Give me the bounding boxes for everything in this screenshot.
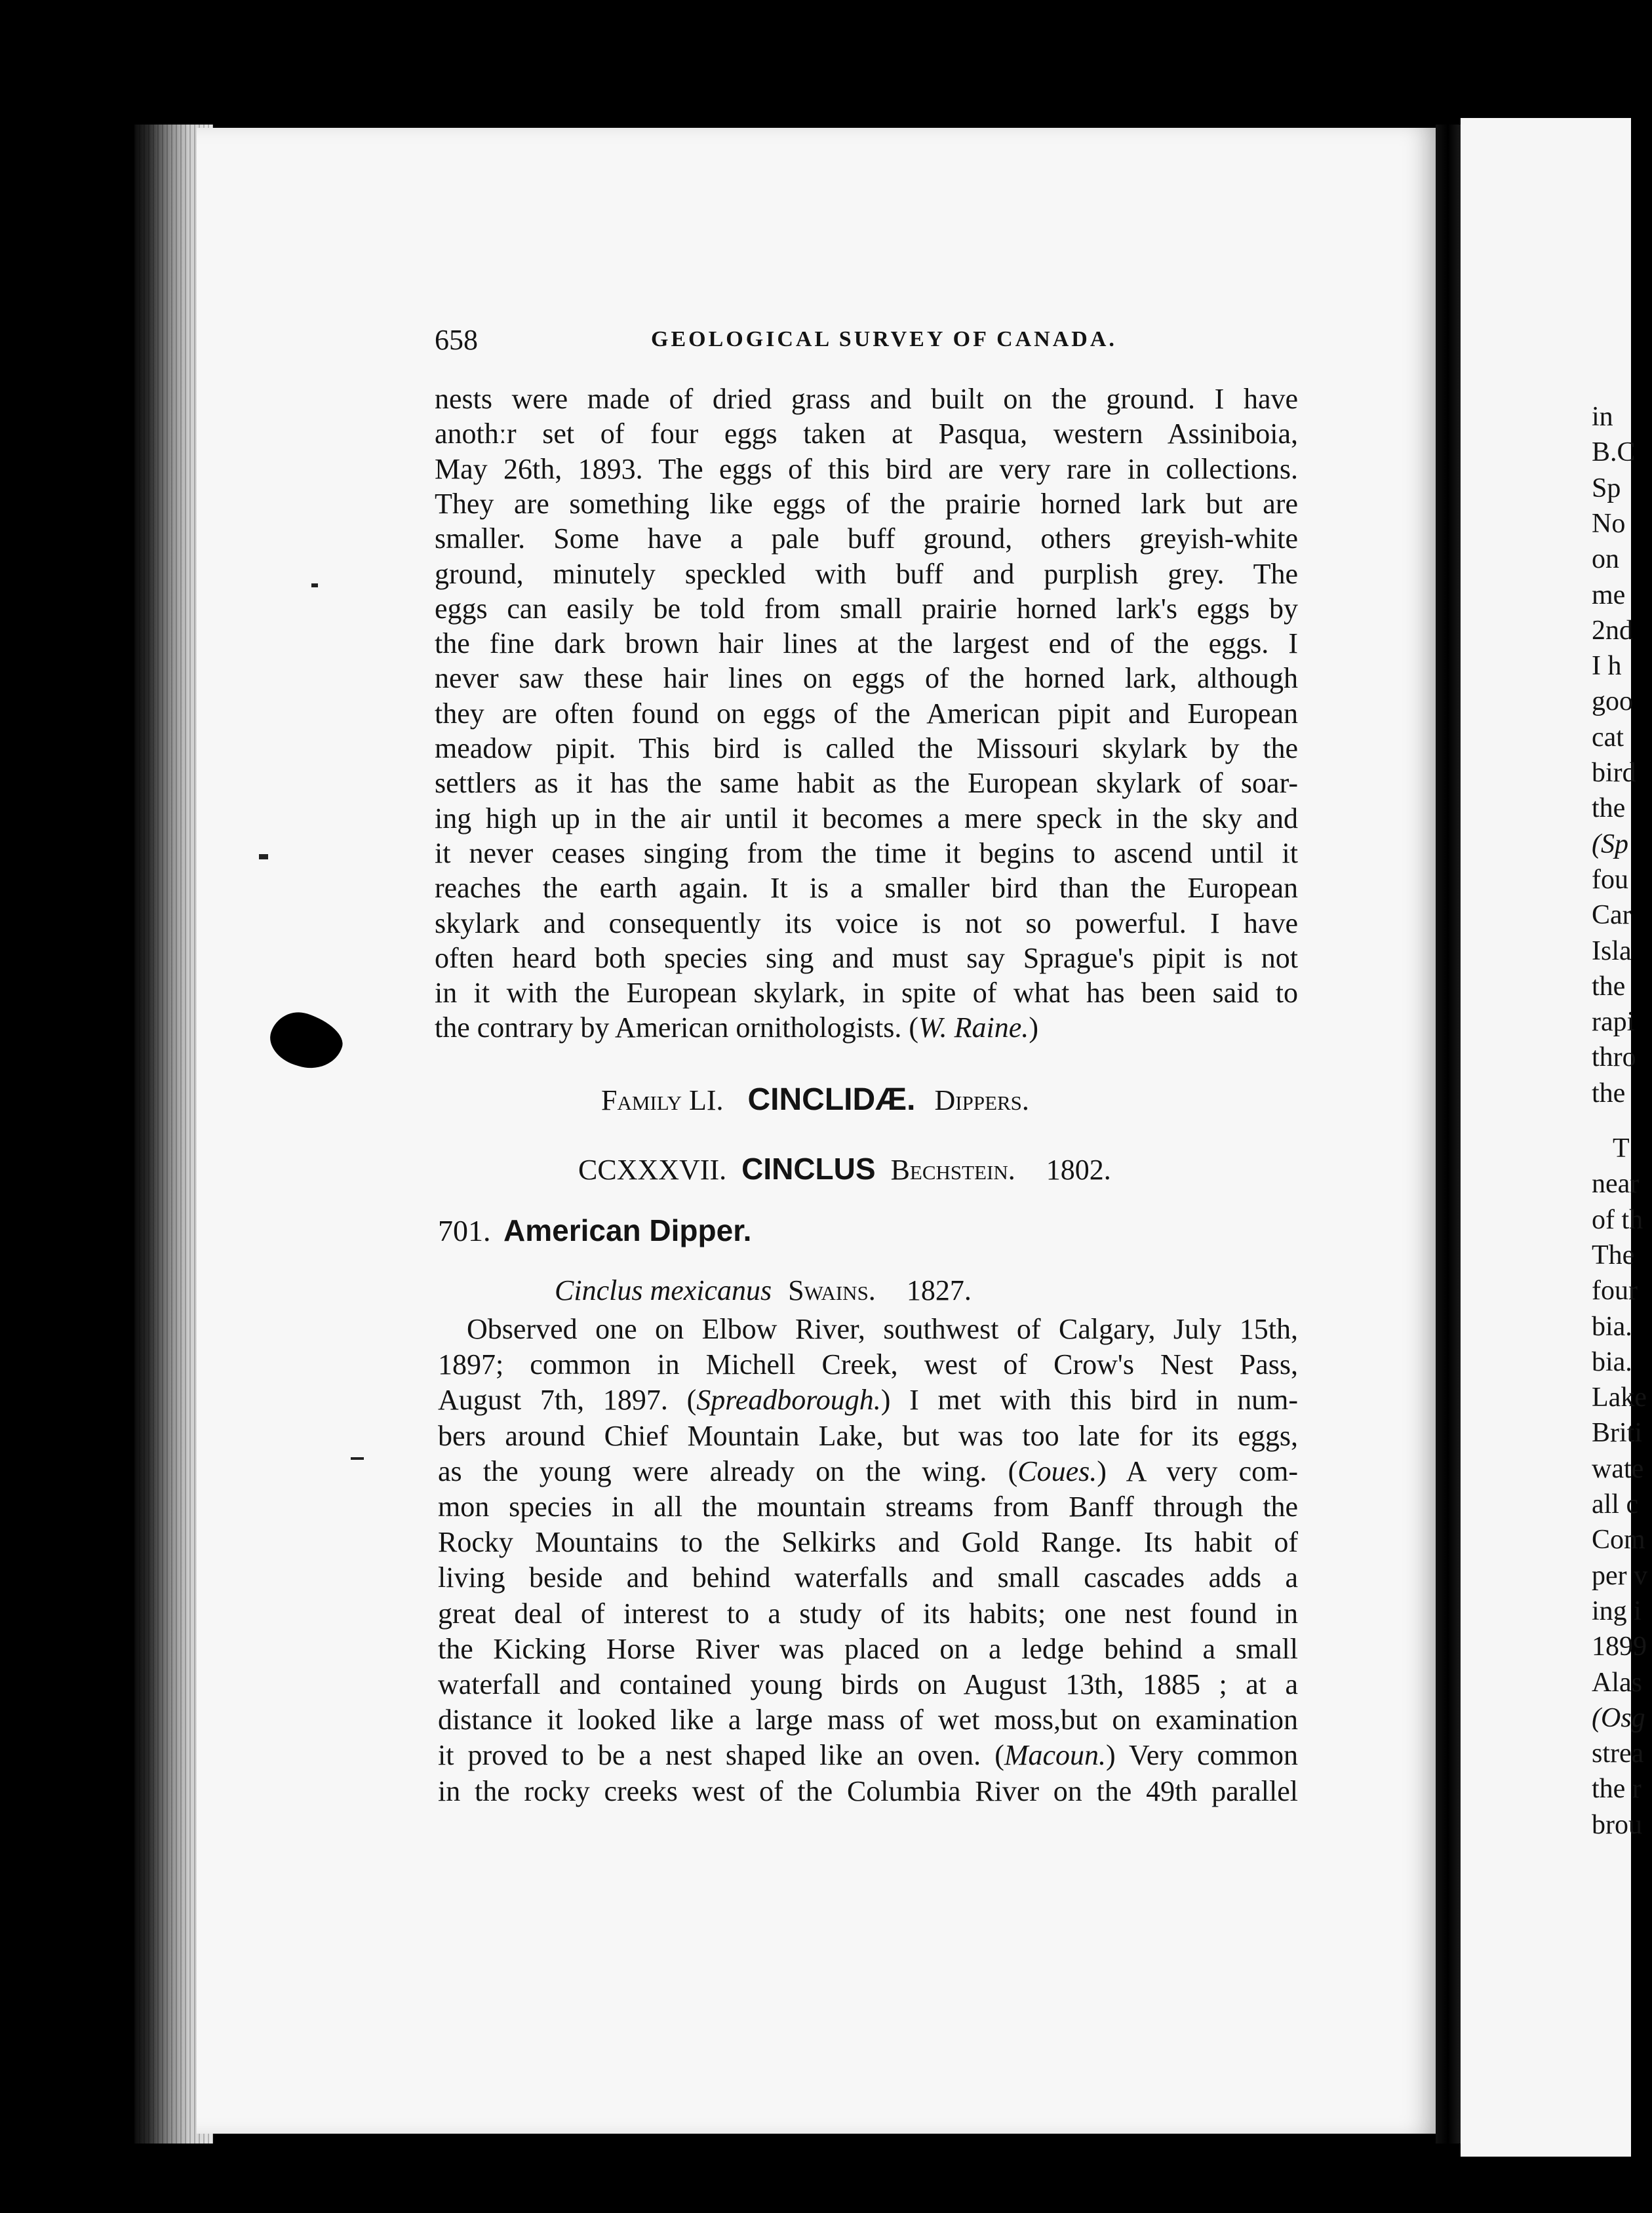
family-common-name: Dippers. xyxy=(934,1084,1029,1116)
body-text: bers around Chief Mountain Lake, but was too late for its eggs, xyxy=(438,1419,1298,1452)
intro-citation-close: ) xyxy=(1029,1011,1038,1044)
species-year: 1827. xyxy=(906,1274,972,1306)
intro-line: often heard both species sing and must say Sprague's pipit is not xyxy=(435,941,1298,974)
body-text: in the rocky creeks west of the Columbia River on the 49th parallel xyxy=(438,1774,1298,1807)
species-number: 701. xyxy=(438,1214,491,1247)
intro-last-text: the contrary by American ornithologists. ( xyxy=(435,1011,919,1044)
body-text: the Kicking Horse River was placed on a ledge behind a small xyxy=(438,1632,1298,1665)
right-page-fragment: ing i xyxy=(1592,1596,1642,1626)
citation-name: Spreadborough. xyxy=(696,1384,881,1417)
intro-line: skylark and consequently its voice is not so powerful. I have xyxy=(435,907,1298,939)
body-line xyxy=(438,1560,1298,1596)
species-latin-line xyxy=(555,1274,972,1307)
intro-line: ground, minutely speckled with buff and purplish grey. The xyxy=(435,557,1298,590)
right-page-fragment: bia. xyxy=(1592,1311,1632,1342)
right-page-fragment: The xyxy=(1592,1240,1635,1270)
right-page-fragment: cat xyxy=(1592,722,1624,753)
body-text: living beside and behind waterfalls and small cascades adds a xyxy=(438,1561,1298,1594)
family-heading xyxy=(601,1082,1029,1118)
family-name: CINCLIDÆ. xyxy=(747,1082,916,1117)
intro-line: in it with the European skylark, in spite of what has been said to xyxy=(435,977,1298,1009)
species-latin-name: Cinclus mexicanus xyxy=(555,1274,772,1306)
body-text: mon species in all the mountain streams from Banff through the xyxy=(438,1491,1298,1523)
page-header xyxy=(435,323,1287,362)
right-page-fragment: I h xyxy=(1592,651,1622,682)
book-gutter xyxy=(1436,125,1461,2144)
intro-line: eggs can easily be told from small prairie horned lark's eggs by xyxy=(435,592,1298,625)
right-page-fragment: bia. xyxy=(1592,1346,1632,1377)
intro-last-line xyxy=(435,1010,1038,1046)
right-page-fragment: all c xyxy=(1592,1489,1639,1519)
right-page-fragment: Alas xyxy=(1592,1667,1642,1698)
body-line xyxy=(438,1632,1298,1667)
genus-name: CINCLUS xyxy=(741,1152,876,1186)
intro-line: anothːr set of four eggs taken at Pasqua, western Assiniboia, xyxy=(435,418,1298,450)
body-text: ) A very com- xyxy=(1097,1455,1298,1487)
body-line xyxy=(438,1774,1298,1809)
intro-line: smaller. Some have a pale buff ground, others greyish-white xyxy=(435,522,1298,555)
body-text: distance it looked like a large mass of wet moss,but on examination xyxy=(438,1704,1298,1736)
right-page-fragment: Lake xyxy=(1592,1382,1647,1413)
right-page-fragment: goo xyxy=(1592,686,1633,717)
body-text: ) Very common xyxy=(1106,1739,1298,1772)
intro-line: meadow pipit. This bird is called the Missouri skylark by the xyxy=(435,732,1298,764)
right-page-fragment: in xyxy=(1592,402,1613,432)
right-page-fragment: four xyxy=(1592,1276,1638,1306)
right-page-fragment: (Sp xyxy=(1592,829,1628,859)
right-page-fragment: 1899 xyxy=(1592,1632,1647,1662)
right-page-fragment: fou xyxy=(1592,864,1628,895)
body-line xyxy=(438,1454,1298,1489)
intro-line: they are often found on eggs of the American pipit and European xyxy=(435,697,1298,730)
body-text: great deal of interest to a study of its habits; one nest found in xyxy=(438,1597,1298,1630)
right-page-fragment: thro xyxy=(1592,1042,1636,1073)
body-text: 1897; common in Michell Creek, west of Crow's Nest Pass, xyxy=(438,1348,1298,1381)
intro-line: settlers as it has the same habit as the European skylark of soar- xyxy=(435,767,1298,800)
body-line xyxy=(438,1525,1298,1560)
intro-line: it never ceases singing from the time it begins to ascend until it xyxy=(435,836,1298,869)
right-page-fragment: near xyxy=(1592,1169,1640,1200)
running-title: GEOLOGICAL SURVEY OF CANADA. xyxy=(651,327,1117,351)
margin-mark xyxy=(311,583,318,587)
citation-name: Coues. xyxy=(1017,1455,1097,1487)
genus-heading xyxy=(578,1151,1111,1186)
right-page-fragment: T xyxy=(1613,1133,1630,1164)
margin-mark xyxy=(351,1457,364,1460)
right-page-fragment: wate xyxy=(1592,1453,1644,1484)
margin-mark xyxy=(259,854,268,859)
right-page-fragment: 2nd xyxy=(1592,615,1633,646)
right-page-fragment: Briti xyxy=(1592,1418,1643,1449)
body-line xyxy=(438,1347,1298,1382)
body-line xyxy=(467,1312,1298,1347)
intro-line: reaches the earth again. It is a smaller bird than the European xyxy=(435,872,1298,905)
body-line xyxy=(438,1489,1298,1525)
right-page-fragment: No xyxy=(1592,508,1626,539)
right-page-fragment: the r xyxy=(1592,1774,1642,1805)
genus-prefix: CCXXXVII. xyxy=(578,1154,727,1186)
right-page-fragment: the xyxy=(1592,1078,1626,1108)
body-text: it proved to be a nest shaped like an oven. ( xyxy=(438,1739,1004,1772)
body-text: ) I met with this bird in num- xyxy=(880,1384,1299,1417)
citation-name: Macoun. xyxy=(1004,1739,1107,1772)
intro-line: never saw these hair lines on eggs of the horned lark, although xyxy=(435,662,1298,695)
body-text: Observed one on Elbow River, southwest of Calgary, July 15th, xyxy=(467,1313,1298,1345)
body-line xyxy=(438,1596,1298,1632)
right-page-fragment: Com xyxy=(1592,1525,1645,1556)
right-page-fragment: the xyxy=(1592,793,1626,824)
right-page-fragment: on xyxy=(1592,544,1619,575)
body-text: as the young were already on the wing. ( xyxy=(438,1455,1018,1487)
right-page-fragment: brou xyxy=(1592,1809,1642,1840)
right-page-fragment: rapi xyxy=(1592,1007,1635,1038)
body-text: August 7th, 1897. ( xyxy=(438,1384,697,1417)
body-line xyxy=(438,1419,1298,1454)
page-number: 658 xyxy=(435,324,478,356)
genus-year: 1802. xyxy=(1046,1154,1111,1186)
intro-line: ing high up in the air until it becomes a mere speck in the sky and xyxy=(435,802,1298,834)
intro-line: the fine dark brown hair lines at the largest end of the eggs. I xyxy=(435,627,1298,660)
intro-line: They are something like eggs of the prairie horned lark but are xyxy=(435,487,1298,520)
species-name: American Dipper. xyxy=(503,1213,752,1247)
body-text: waterfall and contained young birds on August 13th, 1885 ; at a xyxy=(438,1668,1298,1700)
right-page-fragment: (Osg xyxy=(1592,1702,1645,1733)
right-page-fragment: Sp xyxy=(1592,473,1621,503)
right-page-fragment: B.C xyxy=(1592,437,1636,468)
right-page-fragment: of th xyxy=(1592,1204,1643,1235)
right-page-fragment: bird xyxy=(1592,758,1636,788)
intro-citation: W. Raine. xyxy=(918,1011,1029,1044)
body-text: Rocky Mountains to the Selkirks and Gold Range. Its habit of xyxy=(438,1526,1298,1559)
right-page-fragment: strea xyxy=(1592,1738,1644,1769)
body-line xyxy=(438,1738,1298,1773)
right-page-fragment: Car xyxy=(1592,900,1632,931)
body-line xyxy=(438,1382,1298,1418)
intro-line: nests were made of dried grass and built on the ground. I have xyxy=(435,383,1298,415)
body-line xyxy=(438,1702,1298,1738)
body-line xyxy=(438,1667,1298,1702)
species-heading xyxy=(438,1213,751,1248)
species-author: Swains. xyxy=(788,1274,876,1306)
genus-author: Bechstein. xyxy=(890,1154,1015,1186)
right-page-fragment: Isla xyxy=(1592,935,1632,966)
right-page-fragment: per v xyxy=(1592,1560,1648,1591)
intro-line: May 26th, 1893. The eggs of this bird are very rare in collections. xyxy=(435,452,1298,485)
right-page-fragment: the xyxy=(1592,971,1626,1002)
family-prefix: Family LI. xyxy=(601,1084,724,1116)
right-page-fragment: me xyxy=(1592,579,1626,610)
